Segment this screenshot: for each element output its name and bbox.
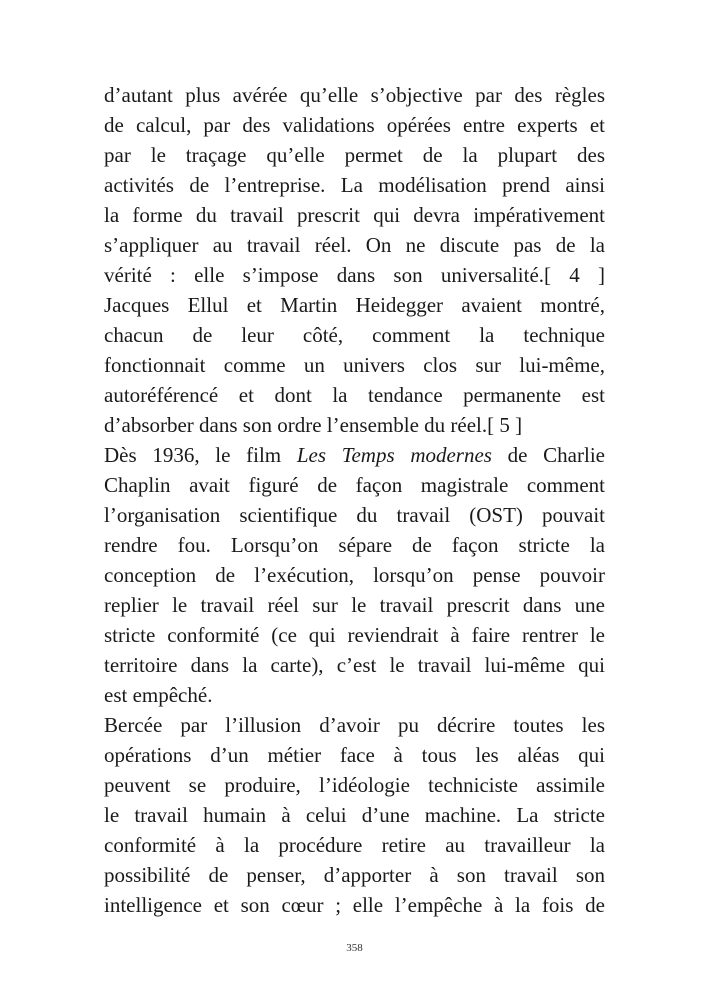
text-line: activités de l’entreprise. La modélisation prend ainsi bbox=[104, 173, 605, 197]
paragraph-2 bbox=[104, 440, 605, 710]
text-line: Jacques Ellul et Martin Heidegger avaient montré, bbox=[104, 293, 605, 317]
paragraph-3 bbox=[104, 710, 605, 920]
text-line: la forme du travail prescrit qui devra impérativement bbox=[104, 203, 605, 227]
text-line: autoréférencé et dont la tendance permanente est bbox=[104, 383, 605, 407]
text-line: conception de l’exécution, lorsqu’on pense pouvoir bbox=[104, 563, 605, 587]
text-line: de calcul, par des validations opérées entre experts et bbox=[104, 113, 605, 137]
text-line: opérations d’un métier face à tous les aléas qui bbox=[104, 743, 605, 767]
text-line: le travail humain à celui d’une machine. La stricte bbox=[104, 803, 605, 827]
text-line: replier le travail réel sur le travail prescrit dans une bbox=[104, 593, 605, 617]
text-line: l’organisation scientifique du travail (OST) pouvait bbox=[104, 503, 605, 527]
text-line bbox=[104, 440, 605, 470]
text-line: territoire dans la carte), c’est le travail lui-même qui bbox=[104, 653, 605, 677]
text-line: peuvent se produire, l’idéologie techniciste assimile bbox=[104, 773, 605, 797]
text-line: intelligence et son cœur ; elle l’empêche à la fois de bbox=[104, 893, 605, 917]
text-line: s’appliquer au travail réel. On ne discute pas de la bbox=[104, 233, 605, 257]
text-line: possibilité de penser, d’apporter à son travail son bbox=[104, 863, 605, 887]
text-line: est empêché. bbox=[104, 683, 213, 707]
text-line: chacun de leur côté, comment la technique bbox=[104, 323, 605, 347]
text-line: par le traçage qu’elle permet de la plupart des bbox=[104, 143, 605, 167]
text-segment: Dès 1936, le film bbox=[104, 443, 297, 467]
text-line: d’absorber dans son ordre l’ensemble du réel.[ 5 ] bbox=[104, 413, 523, 437]
paragraph-1 bbox=[104, 80, 605, 440]
text-line: conformité à la procédure retire au travailleur la bbox=[104, 833, 605, 857]
page-body bbox=[104, 80, 605, 920]
text-line: vérité : elle s’impose dans son universalité.[ 4 ] bbox=[104, 263, 605, 287]
text-line: rendre fou. Lorsqu’on sépare de façon stricte la bbox=[104, 533, 605, 557]
text-segment: de Charlie bbox=[491, 443, 605, 467]
film-title: Les Temps modernes bbox=[296, 443, 492, 467]
text-line: d’autant plus avérée qu’elle s’objective par des règles bbox=[104, 83, 605, 107]
text-line: stricte conformité (ce qui reviendrait à faire rentrer le bbox=[104, 623, 605, 647]
page-number: 358 bbox=[346, 942, 363, 954]
text-line: fonctionnait comme un univers clos sur lui-même, bbox=[104, 353, 605, 377]
text-line: Bercée par l’illusion d’avoir pu décrire toutes les bbox=[104, 713, 605, 737]
text-line: Chaplin avait figuré de façon magistrale comment bbox=[104, 473, 605, 497]
